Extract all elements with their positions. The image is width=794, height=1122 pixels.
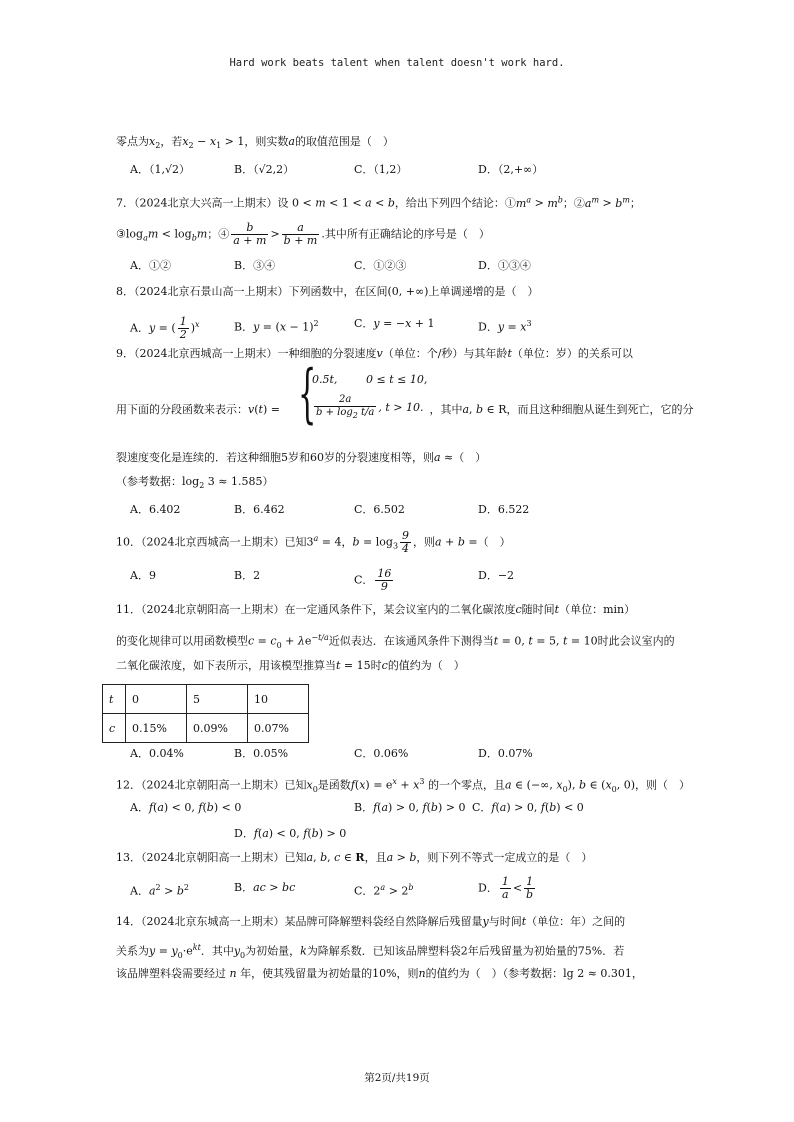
q11-text: 时 [370, 659, 382, 672]
option-label: D． [234, 827, 254, 840]
q13-text: ，则下列不等式一定成立的是（ ） [416, 851, 593, 864]
q7-text: ；④ [207, 227, 230, 241]
q14-line2: 关系为$y = y_0\cdot e^{kt}$．其中$y_0$为初始量，k为降解系数．已知该品牌塑料袋2年后残留量为初始量的75%．若 [116, 943, 625, 960]
q11-text: 的变化规律可以用函数模型 [116, 634, 248, 648]
q8-stem: 8．（2024北京石景山高一上期末）下列函数中，在区间(0, +∞)上单调递增的是（ ） [116, 285, 539, 298]
table-cell: 0.07% [248, 714, 309, 743]
q6-option-a[interactable]: A．（1,√2） [130, 163, 190, 176]
table-cell: 10 [248, 685, 309, 714]
q7-option-b[interactable]: B．③④ [234, 259, 276, 272]
q9-case2: $\frac{2a}{b + \log_2 t/a}$ , t > 10. [316, 394, 424, 420]
table-row [103, 685, 309, 714]
q11-option-d[interactable]: D．0.07% [478, 747, 533, 760]
q7-stem: 7．（2024北京大兴高一上期末）设 0 < m < 1 < a < b，给出下列四个结论：$①m^a > m^b$；$②a^m > b^m$； [116, 195, 641, 210]
q12-text: 是函数 [317, 778, 351, 792]
q7-text: ；② [562, 196, 585, 210]
q11-text: 11．（2024北京朝阳高一上期末）在一定通风条件下，某会议室内的二氧化碳浓度 [116, 603, 516, 616]
option-label: C． [354, 573, 374, 587]
q14-text: 14．（2024北京东城高一上期末）某品牌可降解塑料袋经自然降解后残留量 [116, 915, 483, 928]
q7-stem-2: $③\log_am < \log_bm$；④ $\frac{b}{a + m}$ > $\frac{a}{b + m}$ .其中所有正确结论的序号是（ ） [116, 221, 490, 247]
table-cell: 0.09% [187, 714, 248, 743]
q10-option-c[interactable]: C． $\frac{16}{9}$ [354, 567, 392, 593]
q6-text: 的取值范围是（ ） [294, 135, 394, 148]
q9-text: ，其中 [429, 403, 463, 416]
table-cell: c [103, 714, 126, 743]
q10-text: 10．（2024北京西城高一上期末）已知 [116, 535, 307, 549]
q8-option-b[interactable]: B．$y = (x - 1)^2$ [234, 319, 319, 334]
q9-text: , t > 10. [378, 401, 424, 414]
option-label: C． [472, 801, 492, 814]
q7-text: ； [629, 196, 641, 210]
q7-text: 7．（2024北京大兴高一上期末）设 [116, 196, 289, 210]
q8-option-a[interactable]: A．y = ( $\frac{1}{2}$ )$^x$ [130, 315, 200, 341]
q13-option-a[interactable]: A．$a^2 > b^2$ [130, 883, 189, 898]
q11-text: 二氧化碳浓度，如下表所示，用该模型推算当 [116, 659, 336, 672]
q11-stem-3: 二氧化碳浓度，如下表所示，用该模型推算当t = 15时c的值约为（ ） [116, 659, 465, 672]
q9-option-b[interactable]: B．6.462 [234, 503, 285, 516]
q11-text: 时此会议室内的 [597, 634, 675, 648]
q9-text: （ ） [453, 451, 487, 464]
table-cell: 5 [187, 685, 248, 714]
q9-case1: 0.5t, [312, 373, 338, 386]
q9-case1-cond: 0 ≤ t ≤ 10, [366, 373, 428, 386]
q9-stem-2: 用下面的分段函数来表示：v(t) = ，其中a, b ∈ R，而且这种细胞从诞生到死亡，它的分 [116, 403, 694, 416]
q7-text: ，给出下列四个结论：① [394, 196, 516, 210]
q9-text: 用下面的分段函数来表示： [116, 403, 248, 416]
q11-option-c[interactable]: C．0.06% [354, 747, 409, 760]
q9-text: ，而且这种细胞从诞生到死亡，它的分 [506, 403, 694, 416]
q11-option-b[interactable]: B．0.05% [234, 747, 289, 760]
q10-stem: 10．（2024北京西城高一上期末）已知$3^a = 4$，$b = \log_3$ $\frac{9}{4}$ ，则a + b =（ ） [116, 529, 511, 555]
q14-text: 年，使其残留量为初始量的10%，则 [240, 967, 419, 980]
option-label: A． [130, 884, 149, 898]
q12-text: ，则（ ） [635, 778, 691, 792]
q8-text: 上单调递增的是（ ） [428, 285, 539, 298]
q9-text: （单位：岁）的关系可以 [511, 347, 633, 360]
q11-text: 近似表达．在该通风条件下测得当 [328, 634, 494, 648]
q10-option-d[interactable]: D．−2 [478, 569, 515, 582]
q7-text: ③ [116, 227, 126, 241]
q11-text: 的值约为（ ） [387, 659, 465, 672]
q12-text: 12．（2024北京朝阳高一上期末）已知 [116, 778, 307, 792]
q11-stem-2: 的变化规律可以用函数模型$c = c_0 + \lambda e^{-t/a}$近似表达．在该通风条件下测得当t = 0, t = 5, t = 10时此会议室内的 [116, 633, 675, 650]
option-label: C． [354, 884, 374, 898]
option-label: C． [354, 317, 374, 330]
q13-text: 13．（2024北京朝阳高一上期末）已知 [116, 851, 307, 864]
q12-option-c[interactable]: C．f(a) > 0, f(b) < 0 [472, 801, 584, 814]
q7-text: .其中所有正确结论的序号是（ ） [321, 227, 490, 241]
q11-text: 随时间 [521, 603, 555, 616]
option-label: B． [234, 320, 254, 334]
q6-option-c[interactable]: C．（1,2） [354, 163, 408, 176]
q9-text: 9．（2024北京西城高一上期末）一种细胞的分裂速度 [116, 347, 377, 360]
q9-text: 3 ≈ 1.585） [207, 475, 274, 488]
q10-text: ，则 [413, 535, 436, 549]
q9-text: （参考数据：log [116, 475, 200, 488]
q9-option-c[interactable]: C．6.502 [354, 503, 405, 516]
q6-option-b[interactable]: B．（√2,2） [234, 163, 295, 176]
q7-option-d[interactable]: D．①③④ [478, 259, 531, 272]
q11-option-a[interactable]: A．0.04% [130, 747, 184, 760]
option-label: A． [130, 321, 149, 335]
page-header: Hard work beats talent when talent doesn't work hard. [229, 57, 565, 69]
q13-text: ，且 [364, 851, 387, 864]
q14-text: 关系为 [116, 944, 149, 958]
option-label: D． [478, 881, 498, 895]
q6-option-d[interactable]: D．（2,+∞） [478, 163, 544, 176]
q10-option-b[interactable]: B．2 [234, 569, 261, 582]
q9-option-a[interactable]: A．6.402 [130, 503, 181, 516]
q10-text: （ ） [477, 535, 511, 549]
q14-line1: 14．（2024北京东城高一上期末）某品牌可降解塑料袋经自然降解后残留量y与时间t（单位：年）之间的 [116, 915, 626, 928]
q11-stem: 11．（2024北京朝阳高一上期末）在一定通风条件下，某会议室内的二氧化碳浓度c随时间t（单位：min） [116, 603, 636, 616]
q12-option-a[interactable]: A．f(a) < 0, f(b) < 0 [130, 801, 242, 814]
q9-stem: 9．（2024北京西城高一上期末）一种细胞的分裂速度v（单位：个/秒）与其年龄t（单位：岁）的关系可以 [116, 347, 633, 360]
q9-option-d[interactable]: D．6.522 [478, 503, 530, 516]
q7-option-a[interactable]: A．①② [130, 259, 171, 272]
q14-text: 与时间 [488, 915, 522, 928]
option-label: D． [478, 320, 498, 334]
table-row [103, 714, 309, 743]
q8-option-d[interactable]: D．$y = x^3$ [478, 319, 532, 334]
q9-stem-3: 裂速度变化是连续的．若这种细胞5岁和60岁的分裂速度相等，则a ≈（ ） [116, 451, 487, 464]
q13-option-b[interactable]: B．ac > bc [234, 881, 296, 894]
option-label: B． [234, 881, 254, 894]
q7-option-c[interactable]: C．①②③ [354, 259, 407, 272]
q14-text: 该品牌塑料袋需要经过 [116, 967, 226, 980]
q12-option-d[interactable]: D．f(a) < 0, f(b) > 0 [234, 827, 347, 840]
q14-text: （单位：年）之间的 [526, 915, 626, 928]
option-label: A． [130, 801, 149, 814]
q14-text: ．其中 [200, 944, 234, 958]
q12-stem: 12．（2024北京朝阳高一上期末）已知$x_0$是函数$f(x) = e^x + x^3$ 的一个零点，且a ∈ (−∞, $x_0$), b ∈ ($x_0$, 0)，则（ ） [116, 777, 691, 794]
table-cell: 0 [126, 685, 187, 714]
q14-text: 为降解系数．已知该品牌塑料袋2年后残留量为初始量的75%．若 [306, 944, 625, 958]
page-footer: 第2页/共19页 [364, 1072, 430, 1084]
q11-table [102, 684, 309, 743]
q11-text: （单位：min） [559, 603, 636, 616]
q6-stem: 零点为$x_2$，若$x_2 - x_1 > 1$，则实数a的取值范围是（ ） [116, 135, 394, 151]
q12-option-b[interactable]: B．f(a) > 0, f(b) > 0 [354, 801, 466, 814]
q6-text: 零点为 [116, 135, 149, 148]
piecewise-brace: { [298, 357, 317, 431]
q10-option-a[interactable]: A．9 [130, 569, 156, 582]
q14-text: 为初始量， [245, 944, 301, 958]
q13-option-c[interactable]: C．$2^a > 2^b$ [354, 883, 414, 898]
q14-line3: 该品牌塑料袋需要经过 n 年，使其残留量为初始量的10%，则n的值约为（ ）（参考数据：lg 2 ≈ 0.301， [116, 967, 643, 980]
q9-text: （单位：个/秒）与其年龄 [382, 347, 508, 360]
q6-text: ，若 [160, 135, 183, 148]
q12-text: 的一个零点，且 [427, 778, 505, 792]
q13-option-d[interactable]: D． $\frac{1}{a}$ < $\frac{1}{b}$ [478, 875, 534, 901]
q9-text: 裂速度变化是连续的．若这种细胞5岁和60岁的分裂速度相等，则 [116, 451, 434, 464]
q13-stem: 13．（2024北京朝阳高一上期末）已知a, b, c ∈ R，且a > b，则下列不等式一定成立的是（ ） [116, 851, 593, 864]
table-cell: 0.15% [126, 714, 187, 743]
q8-text: 8．（2024北京石景山高一上期末）下列函数中，在区间 [116, 285, 388, 298]
q9-ref: （参考数据：$\log_2 3 \approx 1.585$） [116, 475, 274, 491]
q8-option-c[interactable]: C．y = −x + 1 [354, 317, 435, 330]
q6-text: ，则实数 [244, 135, 289, 148]
table-cell: t [103, 685, 126, 714]
q14-text: 的值约为（ ）（参考数据：lg 2 ≈ 0.301， [425, 967, 643, 980]
